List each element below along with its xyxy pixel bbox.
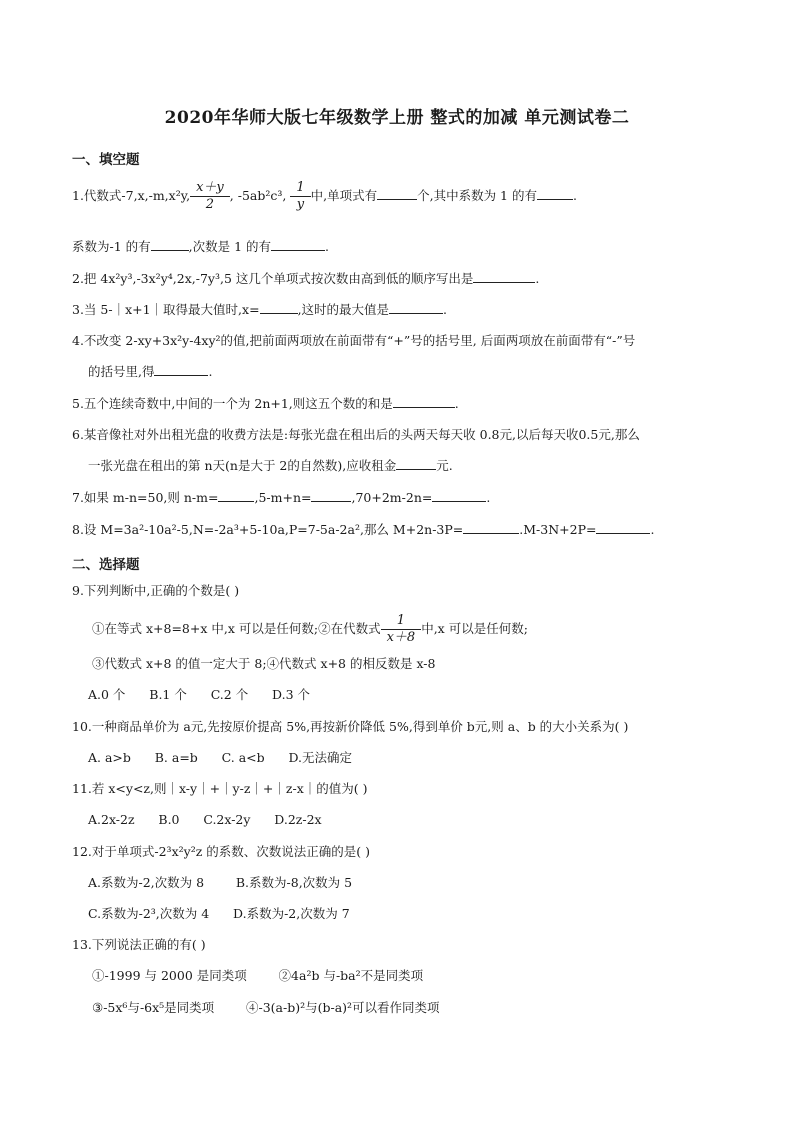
question-4-line-1: 4.不改变 2-xy+3x²y-4xy²的值,把前面两项放在前面带有“+”号的括号里, 后面两项放在前面带有“-”号	[72, 333, 636, 348]
answer-blank[interactable]	[311, 489, 351, 502]
question-9-option-line-1: ①在等式 x+8=8+x 中,x 可以是任何数;②在代数式 $\frac{1}{x+8}$ 中,x 可以是任何数;	[92, 613, 528, 645]
question-1-line-1: 1.代数式-7,x,-m,x²y, $\frac{x+y}{2}$ , -5ab²c³, $\frac{1}{y}$ 中,单项式有 个,其中系数为 1 的有 .	[72, 180, 577, 212]
question-1-line-2: 系数为-1 的有 ,次数是 1 的有 .	[72, 239, 330, 254]
section-fill-in-blank: 一、填空题	[72, 152, 140, 168]
fraction-x-plus-y-over-2: $\frac{x+y}{2}$	[193, 180, 227, 213]
section-multiple-choice: 二、选择题	[72, 557, 140, 573]
answer-blank[interactable]	[389, 301, 443, 314]
question-12-stem: 12.对于单项式-2³x²y²z 的系数、次数说法正确的是( )	[72, 844, 370, 859]
answer-blank[interactable]	[271, 238, 325, 251]
question-9-stem: 9.下列判断中,正确的个数是( )	[72, 583, 240, 598]
fraction-1-over-y: $\frac{1}{y}$	[293, 180, 307, 213]
fraction-1-over-x-plus-8: $\frac{1}{x+8}$	[384, 613, 419, 646]
question-11-stem: 11.若 x<y<z,则｜x-y｜+｜y-z｜+｜z-x｜的值为( )	[72, 781, 368, 796]
answer-blank[interactable]	[218, 489, 254, 502]
question-12-choices-row-2[interactable]: C.系数为-2³,次数为 4 D.系数为-2,次数为 7	[88, 906, 350, 921]
question-13-options-row-2: ③-5x⁶与-6x⁵是同类项 ④-3(a-b)²与(b-a)²可以看作同类项	[92, 1000, 440, 1015]
question-13-options-row-1: ①-1999 与 2000 是同类项 ②4a²b 与-ba²不是同类项	[92, 968, 424, 983]
answer-blank[interactable]	[432, 489, 486, 502]
question-8: 8.设 M=3a²-10a²-5,N=-2a³+5-10a,P=7-5a-2a²,那么 M+2n-3P= .M-3N+2P= .	[72, 522, 655, 537]
question-12-choices-row-1[interactable]: A.系数为-2,次数为 8 B.系数为-8,次数为 5	[88, 875, 353, 890]
question-3: 3.当 5-｜x+1｜取得最大值时,x= ,这时的最大值是 .	[72, 302, 448, 317]
question-10-choices[interactable]: A. a>b B. a=b C. a<b D.无法确定	[88, 750, 353, 765]
answer-blank[interactable]	[151, 238, 189, 251]
answer-blank[interactable]	[396, 457, 436, 470]
answer-blank[interactable]	[596, 521, 650, 534]
answer-blank[interactable]	[154, 363, 208, 376]
question-9-option-line-2: ③代数式 x+8 的值一定大于 8;④代数式 x+8 的相反数是 x-8	[92, 656, 436, 671]
answer-blank[interactable]	[260, 301, 298, 314]
question-13-stem: 13.下列说法正确的有( )	[72, 937, 206, 952]
question-6-line-2: 一张光盘在租出的第 n天(n是大于 2的自然数),应收租金 元.	[88, 458, 453, 473]
answer-blank[interactable]	[473, 270, 535, 283]
question-6-line-1: 6.某音像社对外出租光盘的收费方法是:每张光盘在租出后的头两天每天收 0.8元,以后每天收0.5元,那么	[72, 427, 640, 442]
question-4-line-2: 的括号里,得 .	[88, 364, 213, 379]
answer-blank[interactable]	[393, 395, 455, 408]
answer-blank[interactable]	[377, 187, 417, 200]
question-7: 7.如果 m-n=50,则 n-m= ,5-m+n= ,70+2m-2n= .	[72, 490, 491, 505]
question-2: 2.把 4x²y³,-3x²y⁴,2x,-7y³,5 这几个单项式按次数由高到低的顺序写出是 .	[72, 271, 540, 286]
answer-blank[interactable]	[537, 187, 573, 200]
question-5: 5.五个连续奇数中,中间的一个为 2n+1,则这五个数的和是 .	[72, 396, 459, 411]
question-11-choices[interactable]: A.2x-2z B.0 C.2x-2y D.2z-2x	[88, 812, 322, 827]
question-9-choices[interactable]: A.0 个 B.1 个 C.2 个 D.3 个	[88, 687, 311, 702]
page-title: 2020年华师大版七年级数学上册 整式的加减 单元测试卷二	[164, 108, 630, 128]
answer-blank[interactable]	[463, 521, 519, 534]
question-10-stem: 10.一种商品单价为 a元,先按原价提高 5%,再按新价降低 5%,得到单价 b元,则 a、b 的大小关系为( )	[72, 719, 629, 734]
